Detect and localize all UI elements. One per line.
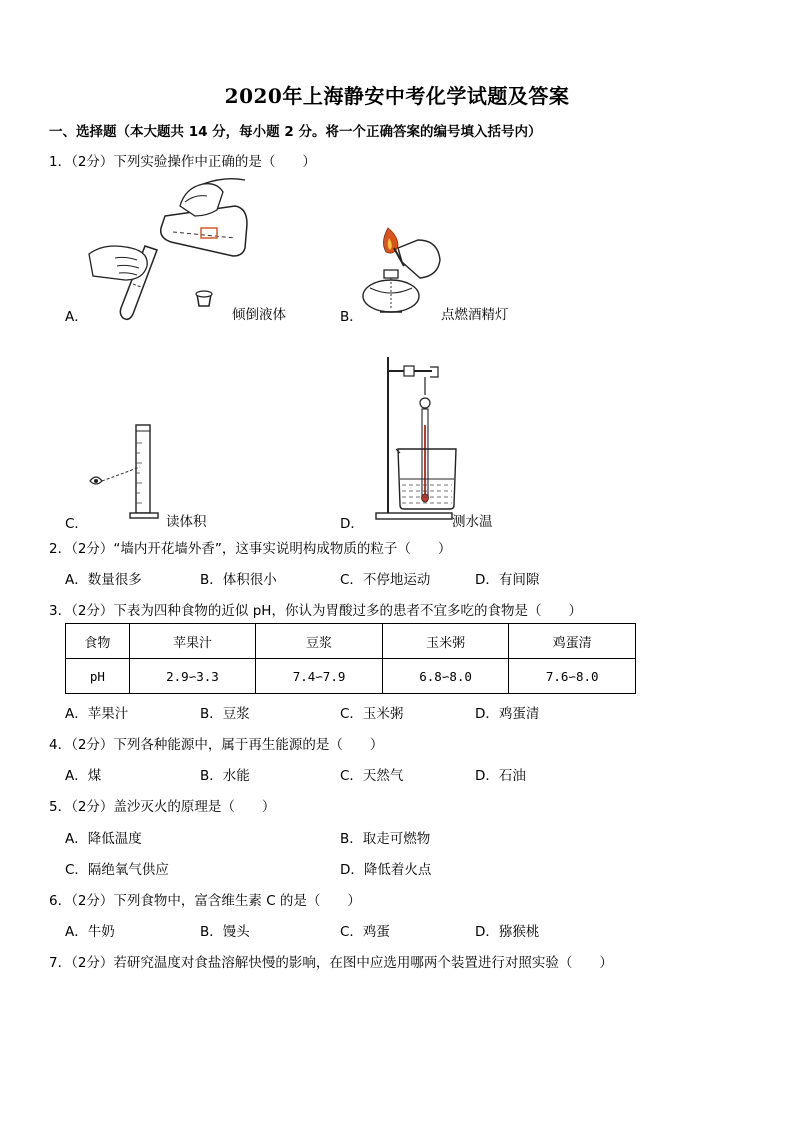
figure-measuring-water-temperature xyxy=(372,355,462,523)
q4-option-a: A．煤 xyxy=(65,768,102,784)
q2-option-b: B．体积很小 xyxy=(200,572,277,588)
figure-reading-cylinder xyxy=(88,423,168,523)
q6-option-d: D．猕猴桃 xyxy=(475,924,540,940)
q1-option-d-letter: D． xyxy=(340,516,364,532)
q6-option-b: B．馒头 xyxy=(200,924,250,940)
q3-option-c: C．玉米粥 xyxy=(340,706,404,722)
table-cell: 鸡蛋清 xyxy=(509,624,636,659)
q1-option-a-letter: A． xyxy=(65,309,88,325)
question-5-stem: 5．（2分）盖沙灭火的原理是（ ） xyxy=(49,799,276,815)
ph-table-value-row xyxy=(66,659,636,694)
q4-option-c: C．天然气 xyxy=(340,768,404,784)
figure-pouring-liquid xyxy=(85,176,255,321)
table-cell: 豆浆 xyxy=(256,624,383,659)
question-7-stem: 7．（2分）若研究温度对食盐溶解快慢的影响，在图中应选用哪两个装置进行对照实验（ ） xyxy=(49,955,613,971)
question-4-stem: 4．（2分）下列各种能源中，属于再生能源的是（ ） xyxy=(49,737,384,753)
question-3-stem: 3．（2分）下表为四种食物的近似 pH，你认为胃酸过多的患者不宜多吃的食物是（ ） xyxy=(49,603,582,619)
question-2-stem: 2．（2分）“墙内开花墙外香”，这事实说明构成物质的粒子（ ） xyxy=(49,541,452,557)
q3-option-a: A．苹果汁 xyxy=(65,706,129,722)
q3-option-d: D．鸡蛋清 xyxy=(475,706,540,722)
q1-option-b-letter: B． xyxy=(340,309,363,325)
figure-lighting-alcohol-lamp xyxy=(358,226,448,321)
q4-option-b: B．水能 xyxy=(200,768,250,784)
table-cell: 2.9∽3.3 xyxy=(129,659,256,694)
q5-option-b: B．取走可燃物 xyxy=(340,831,431,847)
q1-option-b-caption: 点燃酒精灯 xyxy=(441,307,509,323)
table-cell: 7.6∽8.0 xyxy=(509,659,636,694)
table-cell: 玉米粥 xyxy=(382,624,509,659)
table-cell: 6.8∽8.0 xyxy=(382,659,509,694)
q1-option-d-caption: 测水温 xyxy=(452,514,493,530)
ph-table-header-row xyxy=(66,624,636,659)
question-1-stem: 1．（2分）下列实验操作中正确的是（ ） xyxy=(49,154,316,170)
q2-option-c: C．不停地运动 xyxy=(340,572,431,588)
q1-option-a-caption: 倾倒液体 xyxy=(232,307,286,323)
q2-option-a: A．数量很多 xyxy=(65,572,142,588)
question-6-stem: 6．（2分）下列食物中，富含维生素 C 的是（ ） xyxy=(49,893,361,909)
page-title: 2020年上海静安中考化学试题及答案 xyxy=(224,84,570,108)
table-cell: 食物 xyxy=(66,624,130,659)
q1-option-c-caption: 读体积 xyxy=(166,514,207,530)
q4-option-d: D．石油 xyxy=(475,768,526,784)
q1-option-c-letter: C． xyxy=(65,516,88,532)
table-cell: pH xyxy=(66,659,130,694)
q2-option-d: D．有间隙 xyxy=(475,572,540,588)
q6-option-c: C．鸡蛋 xyxy=(340,924,390,940)
table-cell: 7.4∽7.9 xyxy=(256,659,383,694)
q5-option-d: D．降低着火点 xyxy=(340,862,432,878)
q6-option-a: A．牛奶 xyxy=(65,924,115,940)
q5-option-c: C．隔绝氧气供应 xyxy=(65,862,169,878)
ph-table xyxy=(65,623,636,694)
section-heading: 一、选择题（本大题共 14 分，每小题 2 分。将一个正确答案的编号填入括号内） xyxy=(49,124,542,140)
table-cell: 苹果汁 xyxy=(129,624,256,659)
q5-option-a: A．降低温度 xyxy=(65,831,142,847)
q3-option-b: B．豆浆 xyxy=(200,706,250,722)
